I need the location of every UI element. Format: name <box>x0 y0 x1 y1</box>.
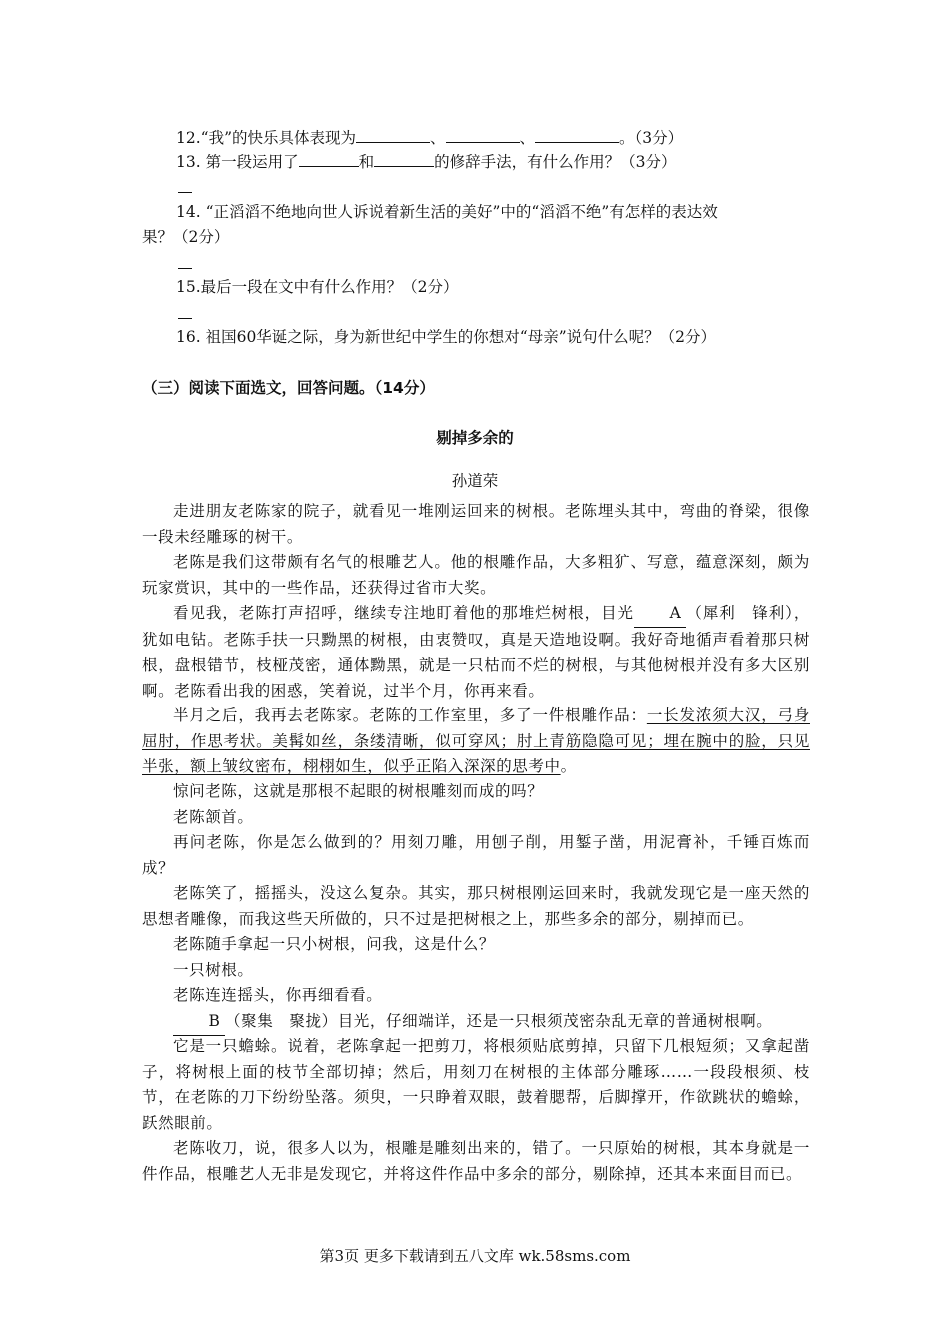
section-heading: （三）阅读下面选文，回答问题。（14分） <box>142 379 435 397</box>
article-author: 孙道荣 <box>451 472 499 490</box>
paragraph-8: 老陈笑了，摇摇头，没这么复杂。其实，那只树根刚运回来时，我就发现它是一座天然的思想者雕像，而我这些天所做的，只不过是把树根之上，那些多余的部分，剔掉而已。 <box>142 884 810 928</box>
underlined-passage: 一长发浓须大汉，弓身屈肘，作思考状。美髯如丝，条缕清晰，似可穿风；肘上青筋隐隐可见；埋在腕中的脸，只见半张，额上皱纹密布，栩栩如生，似乎正陷入深深的思考中 <box>142 706 810 776</box>
question-13-text: 13. 第一段运用了 <box>176 153 299 171</box>
separator: 、 <box>430 129 446 147</box>
paragraph-13: 它是一只蟾蜍。说着，老陈拿起一把剪刀，将根须贴底剪掉，只留下几根短须；又拿起凿子，将树根上面的枝节全部切掉；然后，用刻刀在树根的主体部分雕琢……一段段根须、枝节，在老陈的刀下纷纷坠落。须臾，一只睁着双眼，鼓着腮帮，后脚撑开，作欲跳状的蟾蜍，跃然眼前。 <box>142 1037 810 1132</box>
paragraph-6: 老陈颔首。 <box>173 808 254 826</box>
question-14-line2: 果？（2分） <box>142 228 230 246</box>
paragraph-3-text: 看见我，老陈打声招呼，继续专注地盯着他的那堆烂树根，目光 <box>173 604 635 622</box>
answer-line <box>178 318 192 319</box>
paragraph-4 <box>142 703 810 780</box>
question-13-text: 的修辞手法，有什么作用？（3分） <box>434 153 677 171</box>
paragraph-4-text: 半月之后，我再去老陈家。老陈的工作室里，多了一件根雕作品： <box>173 706 647 724</box>
paragraph-12 <box>142 1009 810 1036</box>
paragraph-3-text: （犀利 锋利），犹如电钻。老陈手扶一只黝黑的树根，由衷赞叹，真是天造地设啊。我好奇地循声看着那只树根，盘根错节，枝桠茂密，通体黝黑，就是一只枯而不烂的树根，与其他树根并没有多大区别啊。老陈看出我的困惑，笑着说，过半个月，你再来看。 <box>142 604 810 700</box>
paragraph-5: 惊问老陈，这就是那根不起眼的树根雕刻而成的吗？ <box>173 782 544 800</box>
paragraph-1: 走进朋友老陈家的院子，就看见一堆刚运回来的树根。老陈埋头其中，弯曲的脊梁，很像一段未经雕琢的树干。 <box>142 502 810 546</box>
answer-line <box>178 192 192 193</box>
paragraph-12-text: （聚集 聚拢）目光，仔细端详，还是一只根须茂密杂乱无章的普通树根啊。 <box>225 1012 773 1030</box>
answer-line <box>178 268 192 269</box>
answer-blank <box>374 152 434 167</box>
page-footer: 第3页 更多下载请到五八文库 wk.58sms.com <box>319 1247 631 1265</box>
paragraph-4-text: 。 <box>560 757 577 776</box>
paragraph-3 <box>142 601 810 704</box>
blank-b: B <box>173 1009 225 1036</box>
article-title: 剔掉多余的 <box>436 429 514 447</box>
answer-blank <box>299 152 359 167</box>
paragraph-7: 再问老陈，你是怎么做到的？用刻刀雕，用刨子削，用錾子凿，用泥膏补，千锤百炼而成？ <box>142 833 810 877</box>
paragraph-14: 老陈收刀，说，很多人以为，根雕是雕刻出来的，错了。一只原始的树根，其本身就是一件作品，根雕艺人无非是发现它，并将这件作品中多余的部分，剔除掉，还其本来面目而已。 <box>142 1139 810 1183</box>
answer-blank <box>446 128 520 143</box>
paragraph-2: 老陈是我们这带颇有名气的根雕艺人。他的根雕作品，大多粗犷、写意，蕴意深刻，颇为玩家赏识，其中的一些作品，还获得过省市大奖。 <box>142 553 810 597</box>
question-14-line1: 14. “正滔滔不绝地向世人诉说着新生活的美好”中的“滔滔不绝”有怎样的表达效 <box>176 203 718 221</box>
question-12-score: 。（3分） <box>619 129 684 147</box>
question-15: 15.最后一段在文中有什么作用？（2分） <box>176 278 459 296</box>
paragraph-10: 一只树根。 <box>173 961 254 979</box>
separator: 、 <box>519 129 536 147</box>
question-13 <box>176 151 676 173</box>
question-12 <box>176 127 683 149</box>
paragraph-11: 老陈连连摇头，你再细看看。 <box>173 986 383 1004</box>
question-16: 16. 祖国60华诞之际，身为新世纪中学生的你想对“母亲”说句什么呢？（2分） <box>176 328 717 346</box>
paragraph-9: 老陈随手拿起一只小树根，问我，这是什么？ <box>173 935 496 953</box>
question-12-text: 12.“我”的快乐具体表现为 <box>176 129 356 147</box>
answer-blank <box>356 128 430 143</box>
answer-blank <box>535 128 619 143</box>
question-13-text: 和 <box>358 153 375 171</box>
blank-a: A <box>634 601 686 628</box>
